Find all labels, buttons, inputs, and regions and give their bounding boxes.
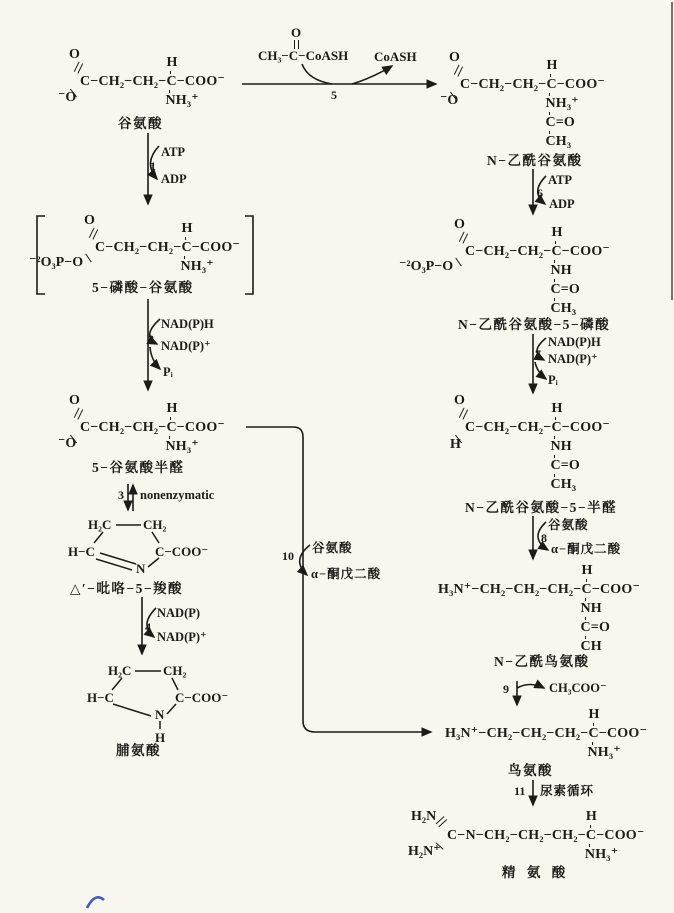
alpha-c: C [551, 244, 562, 259]
r8-output: α−酮戊二酸 [551, 542, 622, 556]
alpha-h: H [546, 57, 558, 73]
below-group [165, 93, 198, 109]
carboxylate-o: ⁻O [58, 90, 77, 105]
alpha-h: H [551, 400, 563, 416]
n-acetyl-glutamate-phosphate-structure [399, 217, 611, 317]
ring-hc: H−C [68, 544, 95, 559]
amine: NH₃⁺ [587, 745, 621, 761]
r7-output: NAD(P)⁺ [548, 352, 598, 366]
r8-number: 8 [541, 531, 547, 545]
arc-r7-pi [535, 362, 546, 379]
aldehyde-h: H [450, 437, 461, 452]
r8-input: 谷氨酸 [548, 518, 589, 532]
alpha-carbon-group [550, 400, 581, 493]
pen-mark [87, 897, 104, 908]
phospho-glutamate-label: 5−磷酸−谷氨酸 [92, 280, 194, 295]
below-group [585, 847, 618, 863]
n-acetyl-ornithine-structure [438, 562, 641, 655]
chain: C−N−CH₂−CH₂−CH₂− [447, 828, 586, 843]
carbonyl-o: O [84, 213, 95, 228]
coa-in-curve [302, 64, 332, 84]
amine: NH₃⁺ [165, 93, 199, 109]
r9-released: CH₃COO⁻ [549, 681, 607, 695]
acyl-methyl: CH₃ [545, 134, 578, 150]
carbonyl-o: O [449, 50, 460, 65]
alpha-h: H [581, 562, 593, 578]
ornithine-label: 鸟氨酸 [508, 763, 553, 778]
alpha-carbon-group [545, 57, 579, 150]
chain: C−CH₂−CH₂− [460, 77, 547, 92]
alpha-c: C [181, 240, 192, 255]
proline-label: 脯氨酸 [116, 743, 161, 758]
r7-input: NAD(P)H [548, 335, 601, 349]
r5-released: CoASH [374, 49, 417, 64]
acyl: C=O [580, 620, 611, 636]
ring-ch2-left: H₂C [108, 663, 132, 678]
r2-number: 2 [148, 332, 154, 346]
amine: NH [581, 601, 611, 617]
r5-number: 5 [331, 88, 337, 102]
r3-note: nonenzymatic [140, 488, 215, 502]
alpha-h: H [585, 808, 597, 824]
alpha-c: C [581, 582, 592, 597]
n-acetyl-ornithine-label: N−乙酰鸟氨酸 [494, 654, 590, 669]
pyrroline-carboxylate-label: △′−吡咯−5−羧酸 [70, 581, 184, 596]
r7-number: 7 [535, 347, 541, 361]
alpha-c: C [585, 828, 597, 843]
amine: NH₃⁺ [180, 259, 214, 275]
chain-end: −COO⁻ [598, 726, 648, 741]
amidino-nh2-bottom: H₂N⁺ [408, 844, 441, 859]
n-acetyl-glutamate-semialdehyde-label: N−乙酰谷氨酸−5−半醛 [465, 500, 618, 515]
proline-ring-bonds [112, 671, 178, 729]
r4-output: NAD(P)⁺ [157, 630, 207, 644]
alpha-carbon-group [584, 808, 619, 863]
glutamate-semialdehyde-structure [58, 393, 226, 455]
r10-output: α−酮戊二酸 [311, 567, 382, 581]
r1-number: 1 [150, 159, 156, 173]
below-group [588, 745, 621, 761]
alpha-c: C [551, 420, 562, 435]
amine: NH [550, 439, 580, 455]
chain-end: −COO⁻ [561, 420, 611, 435]
amine: NH [550, 263, 580, 279]
r4-number: 4 [145, 620, 151, 634]
phospho-glutamate-structure [29, 213, 241, 275]
amine: NH₃⁺ [165, 439, 199, 455]
acyl-methyl: CH₃ [550, 477, 580, 493]
alpha-h: H [166, 400, 178, 416]
acetylamine-group [581, 601, 611, 655]
alpha-h: H [181, 220, 193, 236]
aldehyde-o: O [454, 393, 465, 408]
alpha-c: C [588, 726, 599, 741]
chain: C−CH₂−CH₂− [80, 74, 167, 89]
chain-end: −COO⁻ [561, 244, 611, 259]
arginine-structure [408, 808, 645, 863]
carbonyl-o: O [69, 47, 80, 62]
alpha-carbon-group [550, 224, 581, 317]
glutamate-label: 谷氨酸 [118, 116, 163, 131]
alpha-carbon-group [580, 562, 611, 655]
chain: C−CH₂−CH₂− [465, 244, 552, 259]
r1-output: ADP [161, 172, 187, 186]
amine: NH₃⁺ [584, 847, 619, 863]
r1-input: ATP [161, 145, 186, 159]
alpha-c: C [546, 77, 557, 92]
amidino-nh2-top: H₂N [411, 809, 437, 824]
r5-acetyl-donor: CH₃−C−CoASH [258, 48, 349, 63]
carboxylate-o: ⁻O [58, 436, 77, 451]
carbonyl-o: O [454, 217, 465, 232]
chain-end: −COO⁻ [191, 240, 241, 255]
r2-output: NAD(P)⁺ [161, 339, 211, 353]
r2-input: NAD(P)H [161, 317, 214, 331]
n-acetyl-glutamate-semialdehyde-structure [450, 393, 611, 493]
acetylamine-group [550, 439, 580, 493]
r6-input: ATP [548, 173, 573, 187]
acyl: C=O [550, 282, 581, 298]
alpha-h: H [551, 224, 563, 240]
chain: H₃N⁺−CH₂−CH₂−CH₂− [445, 726, 589, 741]
chain-end: −COO⁻ [176, 420, 226, 435]
below-group [180, 259, 213, 275]
n-acetyl-glutamate-phosphate-label: N−乙酰谷氨酸−5−磷酸 [458, 317, 611, 332]
below-group [165, 439, 198, 455]
r10-number: 10 [282, 549, 294, 563]
chain: C−CH₂−CH₂− [95, 240, 182, 255]
arc-r10 [300, 545, 310, 575]
ring-n: N [155, 707, 165, 722]
carboxylate-o: ⁻O [440, 93, 459, 108]
n-acetyl-glutamate-label: N−乙酰谷氨酸 [487, 153, 583, 168]
alpha-carbon-group [165, 54, 199, 109]
chain-end: −COO⁻ [596, 828, 645, 843]
chain: C−CH₂−CH₂− [80, 420, 167, 435]
r10-input: 谷氨酸 [312, 541, 353, 555]
acetylamine-group [550, 263, 580, 317]
alpha-h: H [166, 54, 178, 70]
n-acetyl-glutamate-structure [440, 50, 606, 150]
ornithine-structure [445, 706, 648, 761]
r3-number: 3 [118, 488, 124, 502]
r2-output2: Pᵢ [163, 365, 173, 379]
acyl-methyl: CH₃ [550, 301, 580, 317]
glutamate-semialdehyde-label: 5−谷氨酸半醛 [92, 460, 185, 475]
ring-c-coo: C−COO⁻ [175, 690, 229, 705]
r4-input: NAD(P) [157, 606, 201, 620]
chain: H₃N⁺−CH₂−CH₂−CH₂− [438, 582, 582, 597]
arginine-label: 精 氨 酸 [502, 865, 570, 880]
alpha-carbon-group [165, 400, 199, 455]
alpha-c: C [166, 420, 177, 435]
acetylamine-group [545, 96, 578, 150]
glutamate-structure [58, 47, 226, 109]
ring-n-h: H [155, 730, 166, 745]
chain-end: −COO⁻ [591, 582, 641, 597]
alpha-h: H [588, 706, 600, 722]
r6-number: 6 [537, 186, 543, 200]
ring-n: N [136, 561, 146, 576]
arc-r2-pi [150, 347, 160, 369]
chain: C−CH₂−CH₂− [465, 420, 552, 435]
chain-end: −COO⁻ [176, 74, 226, 89]
phosphate-group: ⁻²O₃P−O [399, 259, 454, 274]
coa-out-curve [352, 66, 392, 84]
phosphate-group: ⁻²O₃P−O [29, 255, 84, 270]
alpha-carbon-group [180, 220, 214, 275]
acyl-methyl: CH [581, 639, 611, 655]
ring-ch2-left: H₂C [88, 517, 112, 532]
amine: NH₃⁺ [545, 96, 579, 112]
bracket-right [245, 216, 253, 294]
ring-hc: H−C [87, 690, 114, 705]
r6-output: ADP [549, 197, 575, 211]
chain-end: −COO⁻ [556, 77, 606, 92]
acyl: C=O [550, 458, 581, 474]
acyl: C=O [545, 115, 578, 131]
r9-number: 9 [503, 682, 509, 696]
r11-number: 11 [514, 784, 526, 798]
ring-ch2-right: CH₂ [163, 663, 187, 678]
alpha-c: C [166, 74, 177, 89]
r5-donor-o: O [291, 25, 302, 40]
r11-note: 尿素循环 [540, 784, 595, 798]
ring-ch2-right: CH₂ [143, 517, 167, 532]
r7-output2: Pᵢ [548, 373, 558, 387]
ring-c-coo: C−COO⁻ [155, 544, 209, 559]
alpha-carbon-group [587, 706, 621, 761]
carbonyl-o: O [69, 393, 80, 408]
arc-r9 [517, 685, 544, 689]
